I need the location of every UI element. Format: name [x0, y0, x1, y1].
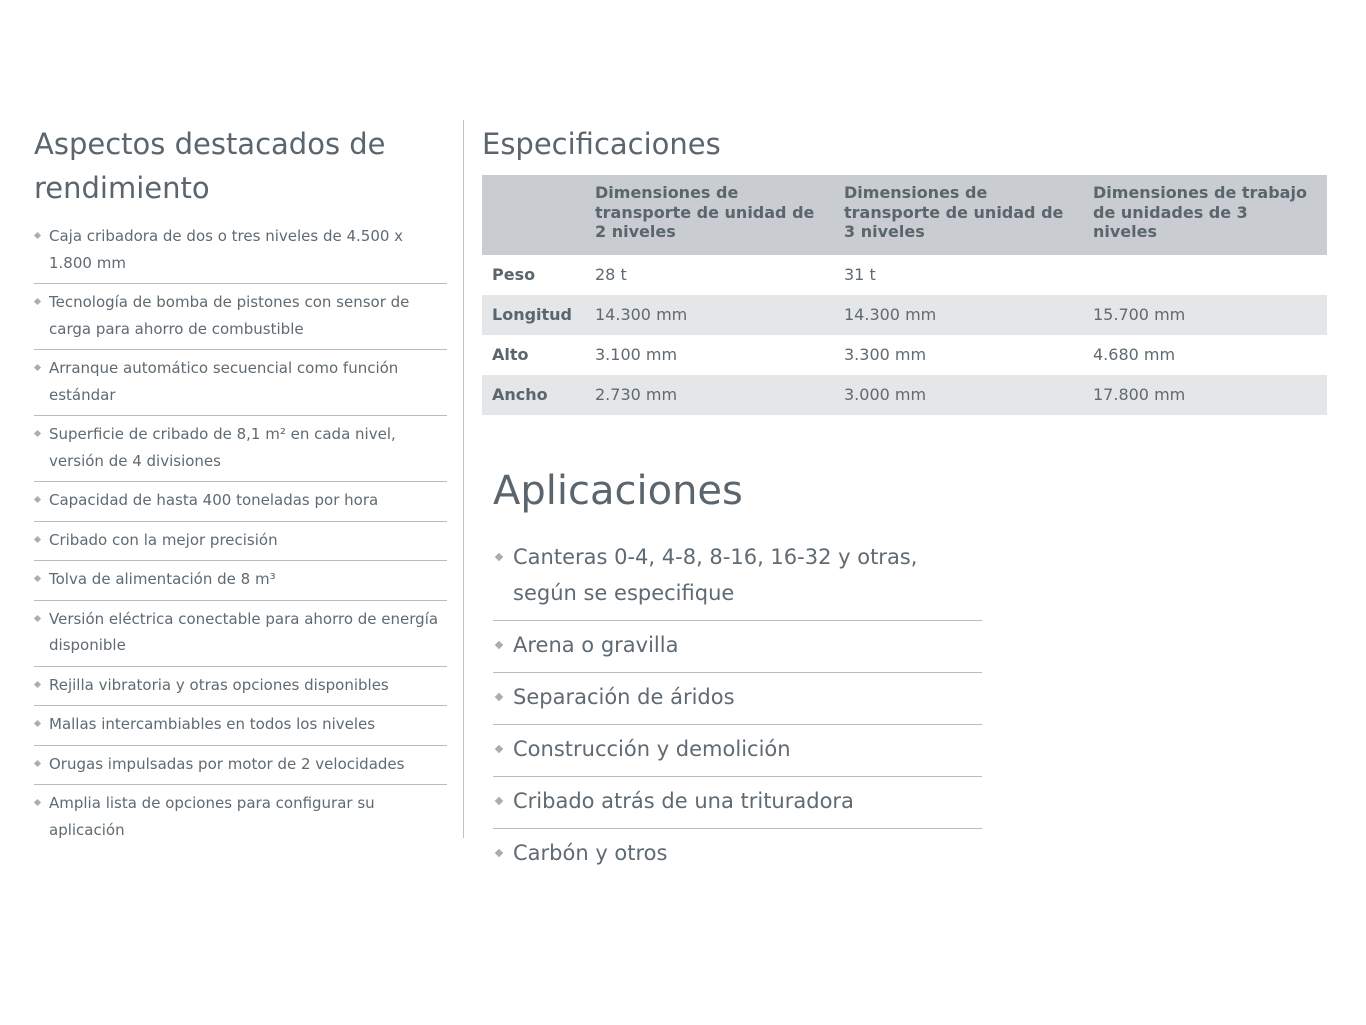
table-cell: 15.700 mm — [1083, 295, 1327, 335]
highlight-item — [34, 522, 447, 562]
diamond-bullet-icon — [495, 797, 503, 805]
specs-header-cell: Dimensiones de trabajo de unidades de 3 niveles — [1083, 175, 1327, 255]
highlight-item — [34, 416, 447, 482]
application-text: Separación de áridos — [513, 685, 735, 709]
row-label: Ancho — [482, 375, 585, 415]
table-cell: 28 t — [595, 265, 627, 284]
application-item — [493, 781, 982, 829]
application-text: Cribado atrás de una trituradora — [513, 789, 854, 813]
application-text: Construcción y demolición — [513, 737, 791, 761]
highlight-item — [34, 785, 447, 850]
application-item — [493, 625, 982, 673]
application-text: Carbón y otros — [513, 841, 668, 865]
column-divider — [463, 120, 464, 838]
specs-table — [482, 175, 1327, 415]
application-item — [493, 729, 982, 777]
diamond-bullet-icon — [495, 849, 503, 857]
highlight-text: Arranque automático secuencial como función estándar — [49, 359, 399, 404]
highlight-text: Superficie de cribado de 8,1 m² en cada nivel, versión de 4 divisiones — [49, 425, 396, 470]
applications-list — [493, 537, 982, 884]
table-cell: 3.000 mm — [834, 375, 1083, 415]
diamond-bullet-icon — [34, 430, 41, 437]
application-text: Arena o gravilla — [513, 633, 679, 657]
diamond-bullet-icon — [495, 553, 503, 561]
highlights-title: Aspectos destacados de rendimiento — [34, 127, 386, 205]
diamond-bullet-icon — [34, 232, 41, 239]
table-cell: 14.300 mm — [585, 295, 834, 335]
highlight-text: Rejilla vibratoria y otras opciones disponibles — [49, 675, 389, 694]
highlight-text: Tolva de alimentación de 8 m³ — [49, 570, 276, 588]
highlight-item — [34, 746, 447, 786]
row-label: Longitud — [482, 295, 585, 335]
application-text: Canteras 0-4, 4-8, 8-16, 16-32 y otras, según se especifique — [513, 545, 918, 605]
highlight-item — [34, 561, 447, 601]
diamond-bullet-icon — [34, 614, 41, 621]
table-cell: 31 t — [844, 265, 876, 284]
diamond-bullet-icon — [495, 693, 503, 701]
diamond-bullet-icon — [34, 720, 41, 727]
diamond-bullet-icon — [34, 364, 41, 371]
highlight-item — [34, 667, 447, 707]
diamond-bullet-icon — [34, 535, 41, 542]
diamond-bullet-icon — [34, 298, 41, 305]
highlight-item — [34, 482, 447, 522]
table-cell: 3.100 mm — [595, 345, 678, 364]
specs-title: Especificaciones — [482, 127, 721, 161]
highlight-item — [34, 218, 447, 284]
highlights-section — [34, 122, 447, 850]
table-cell: 2.730 mm — [585, 375, 834, 415]
row-label: Peso — [492, 265, 536, 284]
highlight-text: Orugas impulsadas por motor de 2 velocidades — [49, 754, 405, 773]
table-row — [482, 255, 1327, 295]
table-cell: 14.300 mm — [834, 295, 1083, 335]
application-item — [493, 833, 982, 880]
application-item — [493, 537, 982, 621]
highlight-text: Capacidad de hasta 400 toneladas por hora — [49, 491, 379, 509]
applications-title: Aplicaciones — [493, 468, 743, 514]
table-row — [482, 335, 1327, 375]
row-label: Alto — [492, 345, 529, 364]
table-cell — [1083, 255, 1327, 295]
highlights-list — [34, 218, 447, 850]
highlight-text: Amplia lista de opciones para configurar su aplicación — [49, 794, 375, 839]
highlight-item — [34, 350, 447, 416]
highlight-text: Cribado con la mejor precisión — [49, 530, 278, 549]
highlight-text: Tecnología de bomba de pistones con sensor de carga para ahorro de combustible — [49, 293, 410, 338]
diamond-bullet-icon — [34, 575, 41, 582]
diamond-bullet-icon — [34, 680, 41, 687]
application-item — [493, 677, 982, 725]
specs-header-row — [482, 175, 1327, 255]
highlight-text: Versión eléctrica conectable para ahorro de energía disponible — [49, 609, 439, 654]
table-cell: 4.680 mm — [1093, 345, 1176, 364]
specs-header-cell: Dimensiones de transporte de unidad de 2 niveles — [585, 175, 834, 255]
table-cell: 3.300 mm — [844, 345, 927, 364]
diamond-bullet-icon — [34, 759, 41, 766]
diamond-bullet-icon — [34, 799, 41, 806]
specs-header-cell: Dimensiones de transporte de unidad de 3 niveles — [834, 175, 1083, 255]
highlight-item — [34, 284, 447, 350]
table-row — [482, 295, 1327, 335]
diamond-bullet-icon — [495, 745, 503, 753]
highlight-text: Mallas intercambiables en todos los niveles — [49, 715, 376, 733]
diamond-bullet-icon — [495, 641, 503, 649]
table-row — [482, 375, 1327, 415]
highlight-item — [34, 601, 447, 667]
highlight-item — [34, 706, 447, 746]
table-cell: 17.800 mm — [1083, 375, 1327, 415]
diamond-bullet-icon — [34, 496, 41, 503]
specs-header-cell — [482, 175, 585, 255]
highlight-text: Caja cribadora de dos o tres niveles de 4.500 x 1.800 mm — [49, 227, 404, 272]
